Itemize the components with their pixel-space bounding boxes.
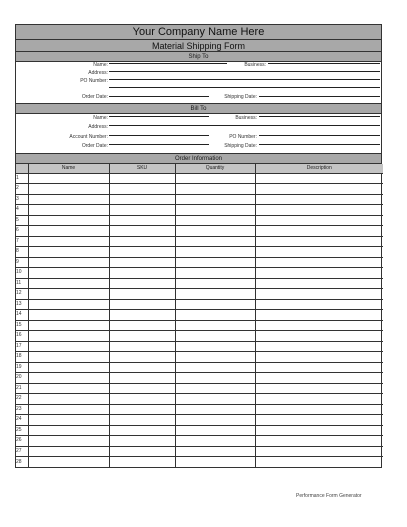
table-row <box>16 278 383 289</box>
row-number: 8 <box>16 247 28 258</box>
row-number: 28 <box>16 457 28 468</box>
sku-cell[interactable] <box>109 194 175 205</box>
row-number: 23 <box>16 404 28 415</box>
row-number: 13 <box>16 299 28 310</box>
name-cell[interactable] <box>28 404 109 415</box>
name-cell[interactable] <box>28 289 109 300</box>
quantity-cell[interactable] <box>175 205 255 216</box>
quantity-cell[interactable] <box>175 268 255 279</box>
description-cell[interactable] <box>255 310 383 321</box>
ship-to-address-label: Address: <box>88 70 108 76</box>
quantity-cell[interactable] <box>175 299 255 310</box>
quantity-cell[interactable] <box>175 278 255 289</box>
name-cell[interactable] <box>28 247 109 258</box>
quantity-cell[interactable] <box>175 236 255 247</box>
sku-cell[interactable] <box>109 173 175 184</box>
description-cell[interactable] <box>255 205 383 216</box>
quantity-cell[interactable] <box>175 289 255 300</box>
quantity-cell[interactable] <box>175 373 255 384</box>
bill-to-address-label: Address: <box>88 124 108 130</box>
quantity-cell[interactable] <box>175 341 255 352</box>
row-number: 19 <box>16 362 28 373</box>
ship-to-order-date-field[interactable] <box>109 96 209 97</box>
table-row <box>16 299 383 310</box>
table-row <box>16 425 383 436</box>
name-cell[interactable] <box>28 425 109 436</box>
sku-cell[interactable] <box>109 362 175 373</box>
ship-to-name-field[interactable] <box>109 63 227 64</box>
description-cell[interactable] <box>255 404 383 415</box>
description-cell[interactable] <box>255 278 383 289</box>
table-row <box>16 331 383 342</box>
row-number: 15 <box>16 320 28 331</box>
column-header-name: Name <box>28 164 109 173</box>
description-cell[interactable] <box>255 320 383 331</box>
sku-cell[interactable] <box>109 257 175 268</box>
ship-to-fields <box>16 62 381 104</box>
sku-cell[interactable] <box>109 404 175 415</box>
name-cell[interactable] <box>28 205 109 216</box>
ship-to-po-number-label: PO Number: <box>80 78 108 84</box>
description-cell[interactable] <box>255 436 383 447</box>
sku-cell[interactable] <box>109 247 175 258</box>
name-cell[interactable] <box>28 215 109 226</box>
sku-cell[interactable] <box>109 289 175 300</box>
table-row <box>16 404 383 415</box>
company-name: Your Company Name Here <box>16 25 381 40</box>
quantity-cell[interactable] <box>175 415 255 426</box>
sku-cell[interactable] <box>109 373 175 384</box>
description-cell[interactable] <box>255 226 383 237</box>
name-cell[interactable] <box>28 226 109 237</box>
description-cell[interactable] <box>255 299 383 310</box>
table-row <box>16 215 383 226</box>
name-cell[interactable] <box>28 173 109 184</box>
shipping-form <box>15 24 382 468</box>
ship-to-heading: Ship To <box>16 52 381 62</box>
bill-to-name-field[interactable] <box>109 116 209 117</box>
name-cell[interactable] <box>28 415 109 426</box>
column-header-description: Description <box>255 164 383 173</box>
sku-cell[interactable] <box>109 352 175 363</box>
table-row <box>16 394 383 405</box>
table-row <box>16 184 383 195</box>
description-cell[interactable] <box>255 236 383 247</box>
row-number: 4 <box>16 205 28 216</box>
table-row <box>16 257 383 268</box>
name-cell[interactable] <box>28 373 109 384</box>
description-cell[interactable] <box>255 341 383 352</box>
row-number: 26 <box>16 436 28 447</box>
ship-to-name-label: Name: <box>93 62 108 68</box>
bill-to-name-label: Name: <box>93 115 108 121</box>
bill-to-fields <box>16 114 381 154</box>
quantity-cell[interactable] <box>175 320 255 331</box>
quantity-cell[interactable] <box>175 215 255 226</box>
bill-to-po-number-label: PO Number: <box>229 134 257 140</box>
sku-cell[interactable] <box>109 457 175 468</box>
quantity-cell[interactable] <box>175 457 255 468</box>
ship-to-business-label: Business: <box>244 62 266 68</box>
table-row <box>16 352 383 363</box>
name-cell[interactable] <box>28 446 109 457</box>
bill-to-heading: Bill To <box>16 104 381 114</box>
sku-cell[interactable] <box>109 425 175 436</box>
description-cell[interactable] <box>255 457 383 468</box>
bill-to-order-date-field[interactable] <box>109 144 209 145</box>
table-row <box>16 247 383 258</box>
row-number: 21 <box>16 383 28 394</box>
row-number: 14 <box>16 310 28 321</box>
name-cell[interactable] <box>28 394 109 405</box>
row-number: 12 <box>16 289 28 300</box>
quantity-cell[interactable] <box>175 257 255 268</box>
description-cell[interactable] <box>255 362 383 373</box>
table-row <box>16 236 383 247</box>
row-number: 24 <box>16 415 28 426</box>
ship-to-address-line-1[interactable] <box>109 71 380 72</box>
row-number: 10 <box>16 268 28 279</box>
table-row <box>16 415 383 426</box>
row-number: 25 <box>16 425 28 436</box>
row-number: 20 <box>16 373 28 384</box>
quantity-cell[interactable] <box>175 247 255 258</box>
bill-to-business-label: Business: <box>235 115 257 121</box>
description-cell[interactable] <box>255 415 383 426</box>
name-cell[interactable] <box>28 194 109 205</box>
sku-cell[interactable] <box>109 341 175 352</box>
order-information-heading: Order Information <box>16 154 381 164</box>
sku-cell[interactable] <box>109 236 175 247</box>
form-title: Material Shipping Form <box>16 40 381 52</box>
table-row <box>16 320 383 331</box>
sku-cell[interactable] <box>109 383 175 394</box>
name-cell[interactable] <box>28 362 109 373</box>
ship-to-business-field[interactable] <box>268 63 380 64</box>
sku-cell[interactable] <box>109 394 175 405</box>
quantity-cell[interactable] <box>175 226 255 237</box>
name-cell[interactable] <box>28 310 109 321</box>
name-cell[interactable] <box>28 383 109 394</box>
description-cell[interactable] <box>255 373 383 384</box>
quantity-cell[interactable] <box>175 383 255 394</box>
sku-cell[interactable] <box>109 436 175 447</box>
column-header-quantity: Quantity <box>175 164 255 173</box>
quantity-cell[interactable] <box>175 446 255 457</box>
bill-to-address-field[interactable] <box>109 125 380 126</box>
quantity-cell[interactable] <box>175 394 255 405</box>
table-row <box>16 341 383 352</box>
bill-to-business-field[interactable] <box>259 116 380 117</box>
table-row <box>16 289 383 300</box>
bill-to-shipping-date-label: Shipping Date: <box>224 143 257 149</box>
description-cell[interactable] <box>255 215 383 226</box>
sku-cell[interactable] <box>109 446 175 457</box>
bill-to-account-number-field[interactable] <box>109 135 209 136</box>
ship-to-shipping-date-label: Shipping Date: <box>224 94 257 100</box>
column-header-sku: SKU <box>109 164 175 173</box>
row-number: 17 <box>16 341 28 352</box>
description-cell[interactable] <box>255 446 383 457</box>
table-row <box>16 436 383 447</box>
sku-cell[interactable] <box>109 320 175 331</box>
table-row <box>16 310 383 321</box>
name-cell[interactable] <box>28 268 109 279</box>
ship-to-po-number-field[interactable] <box>109 87 380 88</box>
table-row <box>16 383 383 394</box>
description-cell[interactable] <box>255 331 383 342</box>
ship-to-address-line-2[interactable] <box>109 79 380 80</box>
description-cell[interactable] <box>255 247 383 258</box>
quantity-cell[interactable] <box>175 184 255 195</box>
table-row <box>16 362 383 373</box>
bill-to-shipping-date-field[interactable] <box>259 144 380 145</box>
description-cell[interactable] <box>255 352 383 363</box>
table-header-row <box>16 164 383 173</box>
row-number: 27 <box>16 446 28 457</box>
sku-cell[interactable] <box>109 331 175 342</box>
quantity-cell[interactable] <box>175 425 255 436</box>
description-cell[interactable] <box>255 394 383 405</box>
table-row <box>16 457 383 468</box>
description-cell[interactable] <box>255 173 383 184</box>
name-cell[interactable] <box>28 331 109 342</box>
footer-text: Performance Form Generator <box>296 493 362 499</box>
table-row <box>16 268 383 279</box>
row-number: 18 <box>16 352 28 363</box>
bill-to-order-date-label: Order Date: <box>81 143 108 149</box>
description-cell[interactable] <box>255 194 383 205</box>
table-row <box>16 194 383 205</box>
sku-cell[interactable] <box>109 310 175 321</box>
sku-cell[interactable] <box>109 278 175 289</box>
table-row <box>16 373 383 384</box>
table-row <box>16 226 383 237</box>
description-cell[interactable] <box>255 425 383 436</box>
name-cell[interactable] <box>28 299 109 310</box>
row-number: 5 <box>16 215 28 226</box>
description-cell[interactable] <box>255 184 383 195</box>
quantity-cell[interactable] <box>175 331 255 342</box>
sku-cell[interactable] <box>109 299 175 310</box>
order-items-table <box>16 164 383 467</box>
description-cell[interactable] <box>255 257 383 268</box>
name-cell[interactable] <box>28 352 109 363</box>
quantity-cell[interactable] <box>175 404 255 415</box>
row-number: 6 <box>16 226 28 237</box>
table-row <box>16 205 383 216</box>
quantity-cell[interactable] <box>175 362 255 373</box>
ship-to-order-date-label: Order Date: <box>81 94 108 100</box>
table-row <box>16 446 383 457</box>
name-cell[interactable] <box>28 341 109 352</box>
quantity-cell[interactable] <box>175 352 255 363</box>
bill-to-account-number-label: Account Number: <box>69 134 108 140</box>
name-cell[interactable] <box>28 436 109 447</box>
name-cell[interactable] <box>28 184 109 195</box>
name-cell[interactable] <box>28 257 109 268</box>
column-header-number <box>16 164 28 173</box>
row-number: 11 <box>16 278 28 289</box>
sku-cell[interactable] <box>109 268 175 279</box>
name-cell[interactable] <box>28 320 109 331</box>
quantity-cell[interactable] <box>175 173 255 184</box>
row-number: 22 <box>16 394 28 405</box>
sku-cell[interactable] <box>109 184 175 195</box>
description-cell[interactable] <box>255 289 383 300</box>
quantity-cell[interactable] <box>175 436 255 447</box>
order-items-body <box>16 173 383 467</box>
name-cell[interactable] <box>28 457 109 468</box>
table-row <box>16 173 383 184</box>
sku-cell[interactable] <box>109 415 175 426</box>
row-number: 1 <box>16 173 28 184</box>
row-number: 7 <box>16 236 28 247</box>
row-number: 16 <box>16 331 28 342</box>
name-cell[interactable] <box>28 236 109 247</box>
description-cell[interactable] <box>255 268 383 279</box>
row-number: 2 <box>16 184 28 195</box>
sku-cell[interactable] <box>109 205 175 216</box>
name-cell[interactable] <box>28 278 109 289</box>
row-number: 9 <box>16 257 28 268</box>
quantity-cell[interactable] <box>175 310 255 321</box>
bill-to-po-number-field[interactable] <box>259 135 380 136</box>
description-cell[interactable] <box>255 383 383 394</box>
quantity-cell[interactable] <box>175 194 255 205</box>
sku-cell[interactable] <box>109 226 175 237</box>
ship-to-shipping-date-field[interactable] <box>259 96 380 97</box>
sku-cell[interactable] <box>109 215 175 226</box>
row-number: 3 <box>16 194 28 205</box>
